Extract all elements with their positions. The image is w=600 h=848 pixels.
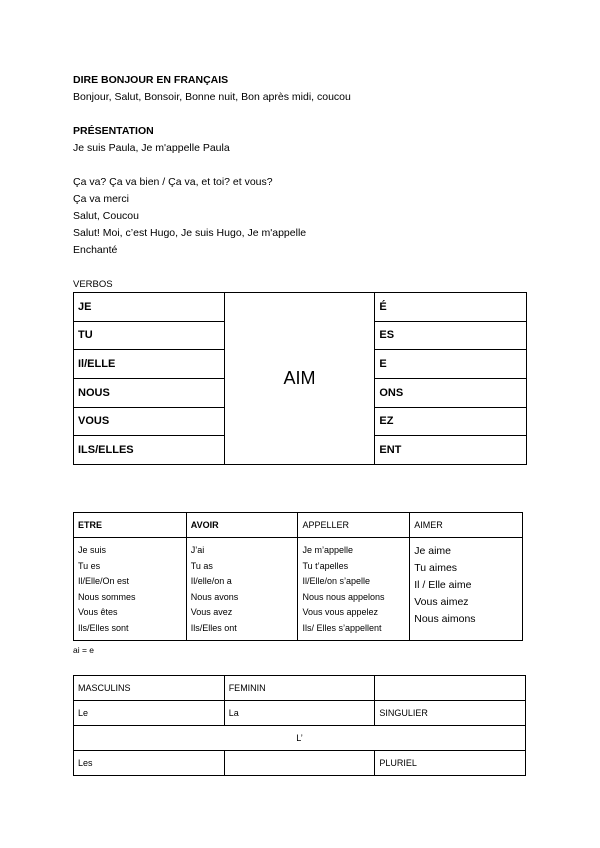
list-item: Tu aimes <box>414 562 458 574</box>
table-row <box>74 538 523 641</box>
conjugation-note: ai = e <box>73 645 95 655</box>
pronoun-cell: NOUS <box>74 378 225 407</box>
header-aimer: AIMER <box>410 513 523 538</box>
pronoun-cell: Il/ELLE <box>74 350 225 379</box>
ending-cell: ES <box>375 321 527 350</box>
list-item: Je m’appelle <box>302 545 353 555</box>
list-item: Nous nous appelons <box>302 591 385 602</box>
pronoun-cell: TU <box>74 321 225 350</box>
list-item: Tu es <box>78 560 101 571</box>
dialogue-line: Ça va merci <box>73 193 130 205</box>
list-item: Il/Elle/On est <box>78 576 130 587</box>
list-item: Vous êtes <box>78 607 118 618</box>
table-row <box>74 293 527 322</box>
list-item: Nous avons <box>190 591 239 602</box>
list-item: Vous aimez <box>414 596 469 608</box>
appeller-forms <box>298 538 410 641</box>
list-item: Vous avez <box>190 607 233 618</box>
list-item: Tu t’apelles <box>302 560 349 571</box>
header-avoir: AVOIR <box>186 513 298 538</box>
etre-forms <box>74 538 187 641</box>
conjugation-table <box>73 512 523 641</box>
empty-cell <box>375 676 526 701</box>
list-item: Ils/Elles ont <box>190 622 237 633</box>
ending-cell: E <box>375 350 527 379</box>
verb-stem: AIM <box>224 293 375 465</box>
gender-table <box>73 675 526 776</box>
verbs-label: VERBOS <box>73 279 113 290</box>
ending-cell: É <box>375 293 527 322</box>
list-item: Ils/ Elles s’appellent <box>302 622 382 633</box>
article-les: Les <box>74 751 225 776</box>
singular-label: SINGULIER <box>375 701 526 726</box>
header-appeller: APPELLER <box>298 513 410 538</box>
avoir-forms <box>186 538 298 641</box>
list-item: Nous aimons <box>414 613 476 625</box>
list-item: Il / Elle aime <box>414 579 472 591</box>
table-row <box>74 751 526 776</box>
list-item: J’ai <box>190 545 205 555</box>
pronoun-cell: JE <box>74 293 225 322</box>
table-row <box>74 726 526 751</box>
empty-cell <box>224 751 375 776</box>
article-la: La <box>224 701 375 726</box>
dialogue-line: Enchanté <box>73 244 118 256</box>
aimer-forms <box>410 538 523 641</box>
list-item: Ils/Elles sont <box>78 622 129 633</box>
greetings-text: Bonjour, Salut, Bonsoir, Bonne nuit, Bon après midi, coucou <box>73 91 351 103</box>
list-item: Nous sommes <box>78 591 136 602</box>
ending-cell: EZ <box>375 407 527 436</box>
dialogue-line: Salut, Coucou <box>73 210 139 222</box>
plural-label: PLURIEL <box>375 751 526 776</box>
masculine-header: MASCULINS <box>74 676 225 701</box>
article-le: Le <box>74 701 225 726</box>
ending-cell: ONS <box>375 378 527 407</box>
verb-conjugation-table <box>73 292 527 465</box>
pronoun-cell: ILS/ELLES <box>74 436 225 465</box>
presentation-text: Je suis Paula, Je m'appelle Paula <box>73 142 230 154</box>
table-row <box>74 676 526 701</box>
list-item: Je aime <box>414 545 452 557</box>
list-item: Il/elle/on a <box>190 576 232 587</box>
pronoun-cell: VOUS <box>74 407 225 436</box>
ending-cell: ENT <box>375 436 527 465</box>
greetings-title: DIRE BONJOUR EN FRANÇAIS <box>73 74 229 86</box>
table-row <box>74 701 526 726</box>
dialogue-line: Salut! Moi, c’est Hugo, Je suis Hugo, Je m'appelle <box>73 227 307 239</box>
dialogue-line: Ça va? Ça va bien / Ça va, et toi? et vous? <box>73 176 273 188</box>
article-elision: L’ <box>74 726 526 751</box>
header-etre: ETRE <box>74 513 187 538</box>
list-item: Je suis <box>78 545 107 555</box>
list-item: Il/Elle/on s’apelle <box>302 576 371 587</box>
presentation-title: PRÉSENTATION <box>73 125 154 137</box>
list-item: Vous vous appelez <box>302 607 379 618</box>
table-header-row <box>74 513 523 538</box>
list-item: Tu as <box>190 560 213 571</box>
feminine-header: FEMININ <box>224 676 375 701</box>
